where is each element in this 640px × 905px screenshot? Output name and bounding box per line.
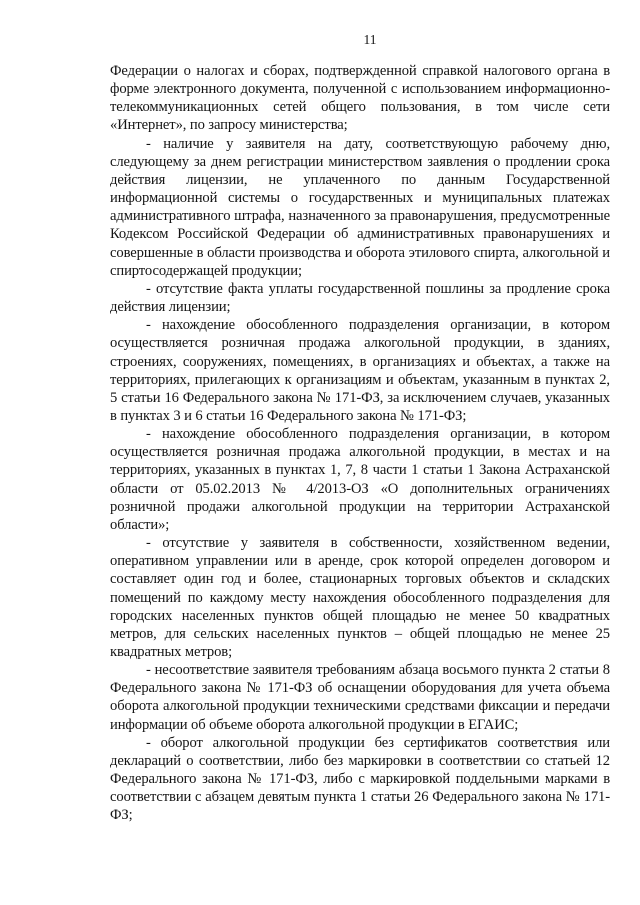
page-number: 11 <box>363 32 377 47</box>
paragraph: - нахождение обособленного подразделения организации, в котором осуществляется розничная продажа алкогольной продукции, в местах и на территориях, указанных в пунктах 1, 7, 8 части 1 статьи 1 Закона Астраханской области от 05.02.2013 № 4/2013-ОЗ «О дополнительных ограничениях розничной продажи алкогольной продукции на территории Астраханской области»; <box>110 426 610 533</box>
paragraph: - наличие у заявителя на дату, соответствующую рабочему дню, следующему за днем регистрации министерством заявления о продлении срока действия лицензии, не уплаченного по данным Государственной информационной системы о государственных и муниципальных платежах административного штрафа, назначенного за правонарушения, предусмотренные Кодексом Российской Федерации об административных правонарушениях и совершенные в области производства и оборота этилового спирта, алкогольной и спиртосодержащей продукции; <box>110 135 610 279</box>
paragraph: - нахождение обособленного подразделения организации, в котором осуществляется розничная продажа алкогольной продукции, в зданиях, строениях, сооружениях, помещениях, в организациях и объектах, а также на территориях, прилегающих к организациям и объектам, указанным в пунктах 2, 5 статьи 16 Федерального закона № 171-ФЗ, за исключением случаев, указанных в пунктах 3 и 6 статьи 16 Федерального закона № 171-ФЗ; <box>110 317 610 424</box>
paragraph: Федерации о налогах и сборах, подтвержденной справкой налогового органа в форме электронного документа, полученной с использованием информационно-телекоммуникационных сетей общего пользования, в том числе сети «Интернет», по запросу министерства; <box>110 63 610 134</box>
paragraph: - отсутствие у заявителя в собственности, хозяйственном ведении, оперативном управлении или в аренде, срок которой определен договором и составляет один год и более, стационарных торговых объектов и складских помещений по каждому месту нахождения обособленного подразделения для городских населенных пунктов общей площадью не менее 50 квадратных метров, для сельских населенных пунктов – общей площадью не менее 25 квадратных метров; <box>110 535 610 660</box>
paragraph: - отсутствие факта уплаты государственной пошлины за продление срока действия лицензии; <box>110 280 610 316</box>
paragraph: - несоответствие заявителя требованиям абзаца восьмого пункта 2 статьи 8 Федерального закона № 171-ФЗ об оснащении оборудования для учета объема оборота алкогольной продукции техническими средствами фиксации и передачи информации об объеме оборота алкогольной продукции в ЕГАИС; <box>110 662 610 733</box>
paragraph: - оборот алкогольной продукции без сертификатов соответствия или деклараций о соответствии, либо без маркировки в соответствии со статьей 12 Федерального закона № 171-ФЗ, либо с маркировкой поддельными марками в соответствии с абзацем девятым пункта 1 статьи 26 Федерального закона № 171-ФЗ; <box>110 734 610 824</box>
document-body <box>110 62 610 825</box>
